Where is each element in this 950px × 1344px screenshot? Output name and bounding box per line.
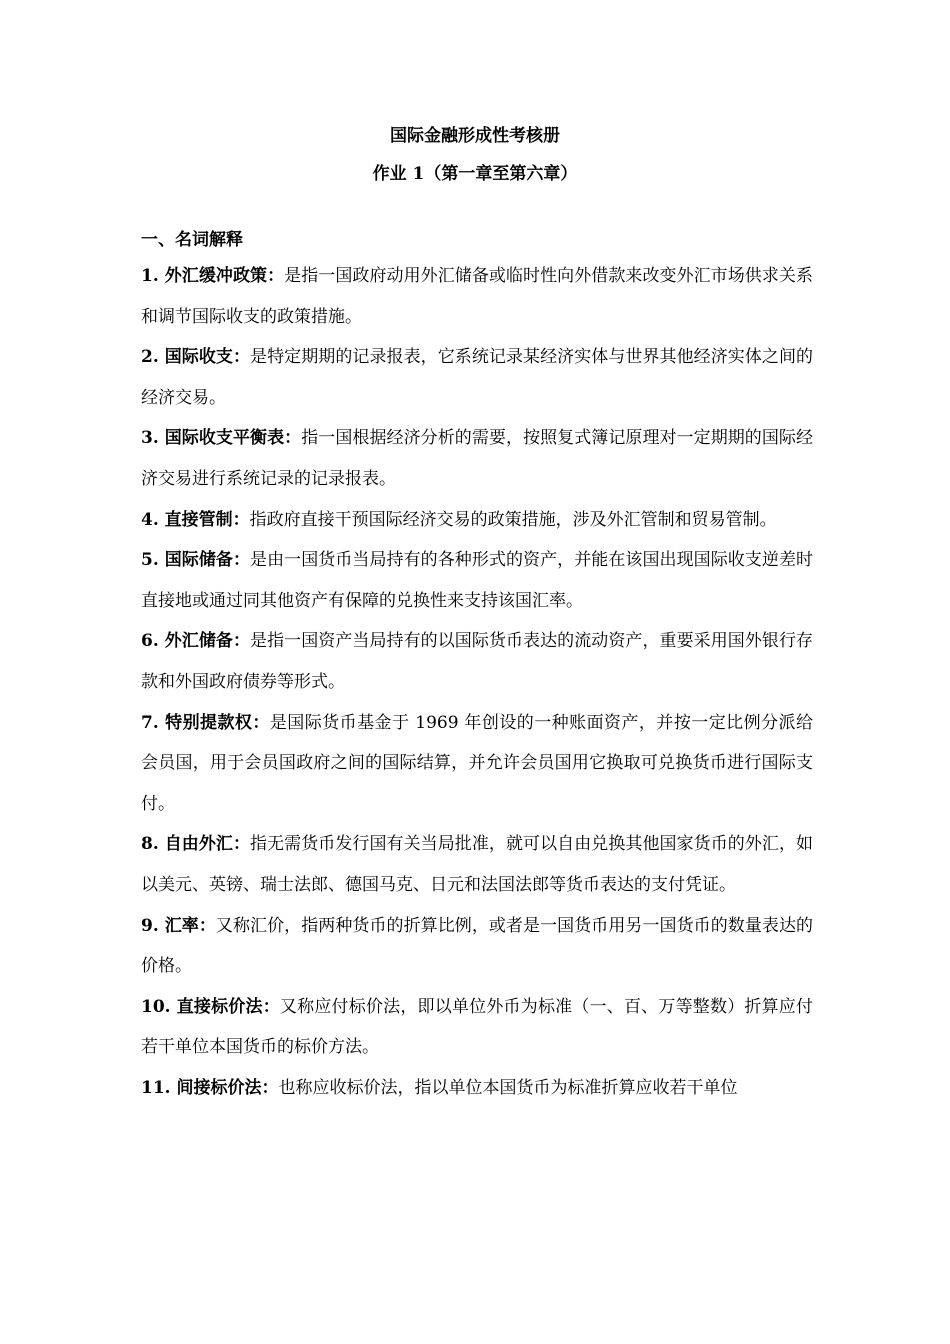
definition-entry: [141, 418, 813, 499]
definition-entry: [141, 906, 813, 987]
entry-definition: 又称应付标价法，即以单位外币为标准（一、百、万等整数）折算应付若干单位本国货币的标价方法。: [141, 996, 814, 1058]
definition-entry: [141, 621, 813, 702]
entry-definition: 指一国根据经济分析的需要，按照复式簿记原理对一定期期的国际经济交易进行系统记录的记录报表。: [141, 428, 813, 489]
entry-term: 9. 汇率：: [141, 915, 216, 936]
definition-entry: [141, 500, 813, 541]
entry-definition: 又称汇价，指两种货币的折算比例，或者是一国货币用另一国货币的数量表达的价格。: [141, 915, 814, 977]
section-heading: 一、名词解释: [141, 230, 243, 250]
entry-definition: 指政府直接干预国际经济交易的政策措施，涉及外汇管制和贸易管制。: [249, 509, 777, 530]
document-title: 国际金融形成性考核册: [390, 126, 560, 146]
entry-definition: 是国际货币基金于 1969 年创设的一种账面资产，并按一定比例分派给会员国，用于会员国政府之间的国际结算，并允许会员国用它换取可兑换货币进行国际支付。: [141, 712, 813, 814]
entry-term: 7. 特别提款权：: [141, 712, 270, 733]
entry-term: 3. 国际收支平衡表：: [141, 428, 302, 449]
definition-entry: [141, 1068, 813, 1109]
entry-definition: 也称应收标价法，指以单位本国货币为标准折算应收若干单位: [278, 1077, 738, 1098]
entry-term: 1. 外汇缓冲政策：: [141, 266, 285, 286]
definition-entry: [141, 337, 813, 418]
definition-list: [141, 256, 813, 1108]
entry-term: 10. 直接标价法：: [141, 996, 280, 1017]
definition-entry: [141, 824, 813, 905]
entry-definition: 是特定期期的记录报表，它系统记录某经济实体与世界其他经济实体之间的经济交易。: [141, 347, 814, 408]
entry-definition: 指无需货币发行国有关当局批准，就可以自由兑换其他国家货币的外汇，如以美元、英镑、瑞士法郎、德国马克、日元和法国法郎等货币表达的支付凭证。: [141, 834, 814, 895]
entry-definition: 是指一国政府动用外汇储备或临时性向外借款来改变外汇市场供求关系和调节国际收支的政策措施。: [141, 266, 813, 327]
definition-entry: [141, 703, 813, 825]
document-subtitle: 作业 1（第一章至第六章）: [372, 164, 578, 184]
entry-term: 5. 国际储备：: [141, 550, 251, 571]
entry-definition: 是指一国资产当局持有的以国际货币表达的流动资产，重要采用国外银行存款和外国政府债券等形式。: [141, 631, 814, 692]
entry-term: 4. 直接管制：: [141, 509, 250, 530]
definition-entry: [141, 256, 813, 337]
entry-term: 2. 国际收支：: [141, 347, 251, 368]
entry-term: 11. 间接标价法：: [141, 1077, 279, 1098]
definition-entry: [141, 987, 813, 1068]
entry-term: 6. 外汇储备：: [141, 631, 251, 652]
entry-term: 8. 自由外汇：: [141, 834, 251, 855]
entry-definition: 是由一国货币当局持有的各种形式的资产，并能在该国出现国际收支逆差时直接地或通过同其他资产有保障的兑换性来支持该国汇率。: [141, 550, 814, 611]
definition-entry: [141, 540, 813, 621]
